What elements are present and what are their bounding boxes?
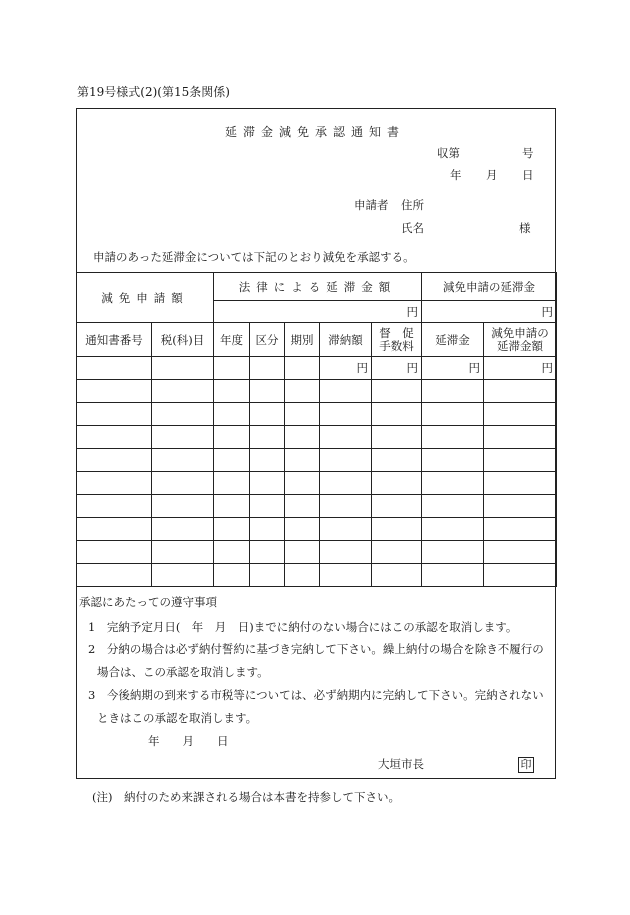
table-cell <box>77 357 152 380</box>
col-late-fee: 延滞金 <box>422 323 484 357</box>
applicant-honorific: 様 <box>519 221 531 235</box>
mayor-title: 大垣市長 <box>378 757 424 771</box>
table-row <box>77 541 557 564</box>
table-row <box>77 426 557 449</box>
col-requested-top: 減免申請の <box>491 325 549 340</box>
reduction-table <box>76 272 557 587</box>
table-row <box>77 449 557 472</box>
table-row <box>77 495 557 518</box>
note-item-3b: ときはこの承認を取消します。 <box>97 711 258 725</box>
table-row <box>77 518 557 541</box>
table-row <box>77 380 557 403</box>
col-dunning-fee <box>372 323 422 357</box>
dunning-fee-yen: 円 <box>372 357 422 380</box>
col-requested-late-fee <box>484 323 557 357</box>
seal-stamp: 印 <box>518 757 534 773</box>
note-item-3a: 3 今後納期の到来する市税等については、必ず納期内に完納して下さい。完納されない <box>88 688 544 702</box>
applicant-name-label: 氏名 <box>401 221 424 235</box>
table-cell <box>214 357 250 380</box>
note-item-2b: 場合は、この承認を取消します。 <box>97 665 269 679</box>
requested-late-fee-label: 減免申請の延滞金 <box>422 273 557 301</box>
legal-late-fee-label: 法律による延滞金額 <box>214 273 422 301</box>
footer-note: (注) 納付のため来課される場合は本書を持参して下さい。 <box>92 790 400 804</box>
table-cell <box>250 357 285 380</box>
notes-title: 承認にあたっての遵守事項 <box>79 595 217 609</box>
document-title: 延滞金減免承認通知書 <box>224 125 405 139</box>
note-item-1: 1 完納予定月日( 年 月 日)までに納付のない場合にはこの承認を取消します。 <box>88 620 518 634</box>
col-fiscal-year: 年度 <box>214 323 250 357</box>
table-row <box>77 564 557 587</box>
arrears-yen: 円 <box>320 357 372 380</box>
table-row <box>77 472 557 495</box>
requested-yen: 円 <box>484 357 557 380</box>
reduction-amount-label: 減免申請額 <box>77 273 214 323</box>
table-cell <box>285 357 320 380</box>
date-year: 年 <box>450 168 462 182</box>
col-dunning-fee-bottom: 手数料 <box>379 338 414 353</box>
form-label: 第19号様式(2)(第15条関係) <box>77 85 230 99</box>
intro-text: 申請のあった延滞金については下記のとおり減免を承認する。 <box>93 250 415 264</box>
col-category: 区分 <box>250 323 285 357</box>
legal-late-fee-yen: 円 <box>214 301 422 323</box>
date-day: 日 <box>522 168 534 182</box>
table-cell <box>152 357 214 380</box>
table-row <box>77 403 557 426</box>
col-requested-bottom: 延滞金額 <box>497 338 544 353</box>
col-notice-number: 通知書番号 <box>77 323 152 357</box>
receipt-prefix: 収第 <box>437 146 460 160</box>
date-month: 月 <box>486 168 498 182</box>
col-dunning-fee-top: 督 促 <box>379 325 414 340</box>
requested-late-fee-yen: 円 <box>422 301 557 323</box>
issue-date: 年 月 日 <box>148 734 229 748</box>
note-item-2a: 2 分納の場合は必ず納付誓約に基づき完納して下さい。繰上納付の場合を除き不履行の <box>88 642 544 656</box>
col-arrears: 滞納額 <box>320 323 372 357</box>
applicant-address-label: 住所 <box>401 198 424 212</box>
applicant-label: 申請者 <box>354 198 389 212</box>
col-period: 期別 <box>285 323 320 357</box>
receipt-suffix: 号 <box>522 146 534 160</box>
col-tax-item: 税(科)目 <box>152 323 214 357</box>
late-fee-yen: 円 <box>422 357 484 380</box>
